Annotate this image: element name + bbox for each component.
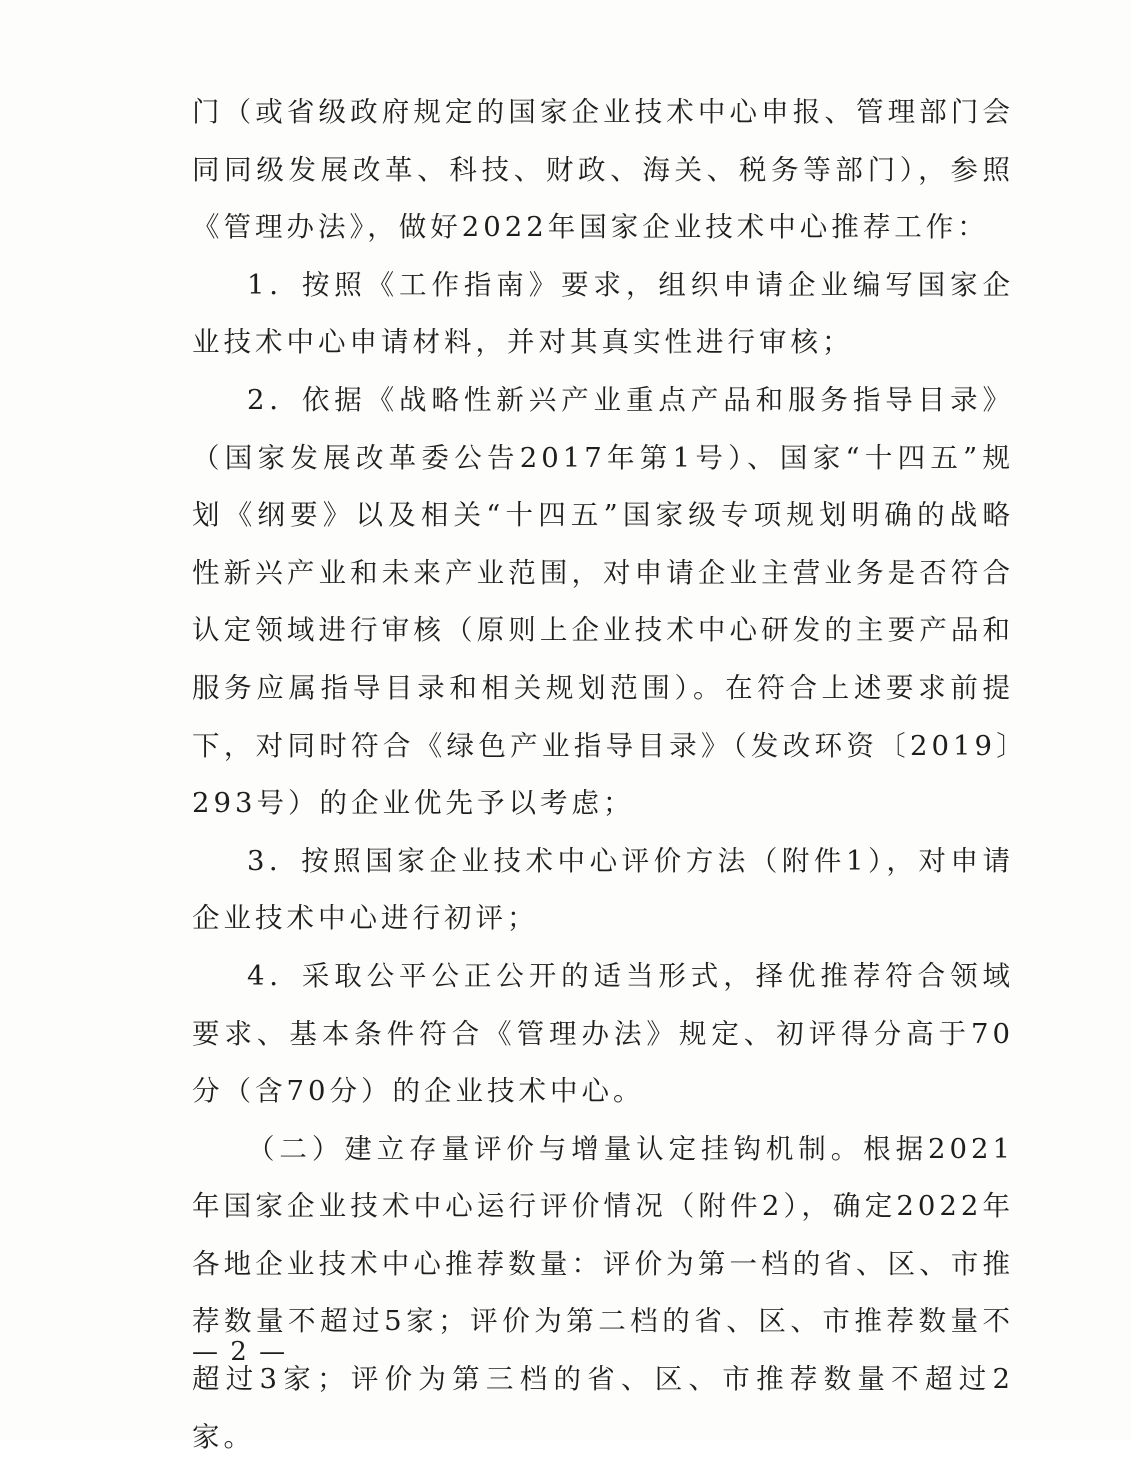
page-number: — 2 —	[192, 1337, 288, 1367]
paragraph-continuation: 门（或省级政府规定的国家企业技术中心申报、管理部门会同同级发展改革、科技、财政、海关、税务等部门），参照《管理办法》，做好2022年国家企业技术中心推荐工作：	[192, 96, 1014, 244]
paragraph-item-4: 4．采取公平公正公开的适当形式，择优推荐符合领域要求、基本条件符合《管理办法》规定、初评得分高于70分（含70分）的企业技术中心。	[192, 959, 1014, 1108]
document-body	[192, 84, 1014, 1466]
paragraph-item-2: 2．依据《战略性新兴产业重点产品和服务指导目录》（国家发展改革委公告2017年第1号）、国家“十四五”规划《纲要》以及相关“十四五”国家级专项规划明确的战略性新兴产业和未来产业范围，对申请企业主营业务是否符合认定领域进行审核（原则上企业技术中心研发的主要产品和服务应属指导目录和相关规划范围）。在符合上述要求前提下，对同时符合《绿色产业指导目录》（发改环资〔2019〕293号）的企业优先予以考虑；	[192, 383, 1014, 820]
paragraph-item-1: 1．按照《工作指南》要求，组织申请企业编写国家企业技术中心申请材料，并对其真实性进行审核；	[192, 268, 1014, 359]
paragraph-item-3: 3．按照国家企业技术中心评价方法（附件1），对申请企业技术中心进行初评；	[192, 844, 1014, 935]
paragraph-section-2: （二）建立存量评价与增量认定挂钩机制。根据2021年国家企业技术中心运行评价情况（附件2），确定2022年各地企业技术中心推荐数量：评价为第一档的省、区、市推荐数量不超过5家；评价为第二档的省、区、市推荐数量不超过3家；评价为第三档的省、区、市推荐数量不超过2家。	[192, 1132, 1014, 1453]
